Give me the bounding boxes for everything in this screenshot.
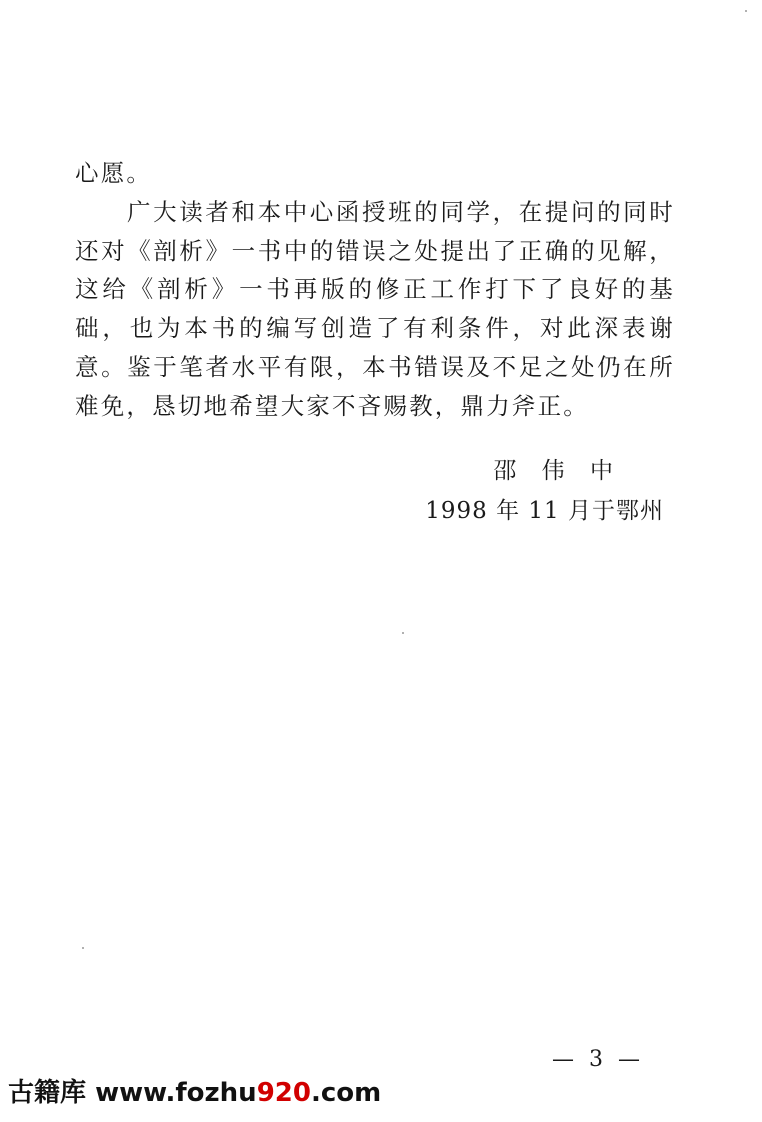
author-signature: 邵 伟 中: [493, 458, 622, 484]
watermark-url-number: 920: [256, 1078, 311, 1108]
scan-speck: [745, 10, 747, 12]
scan-speck: [82, 947, 84, 949]
page-number: — 3 —: [552, 1047, 644, 1072]
watermark-url-suffix: .com: [310, 1078, 382, 1108]
watermark-url: [95, 1078, 381, 1108]
paragraph-acknowledgement: 广大读者和本中心函授班的同学，在提问的同时还对《剖析》一书中的错误之处提出了正确的见解，这给《剖析》一书再版的修正工作打下了良好的基础，也为本书的编写创造了有利条件，对此深表谢意。鉴于笔者水平有限，本书错误及不足之处仍在所难免，恳切地希望大家不吝赐教，鼎力斧正。: [75, 198, 675, 420]
site-watermark: [0, 1076, 438, 1110]
watermark-site-name: 古籍库: [8, 1078, 87, 1108]
paragraph-continuation: 心愿。: [75, 159, 153, 187]
scan-speck: [402, 632, 404, 634]
signature-date: 1998 年 11 月于鄂州: [425, 498, 664, 524]
watermark-url-prefix: www.fozhu: [95, 1078, 257, 1108]
